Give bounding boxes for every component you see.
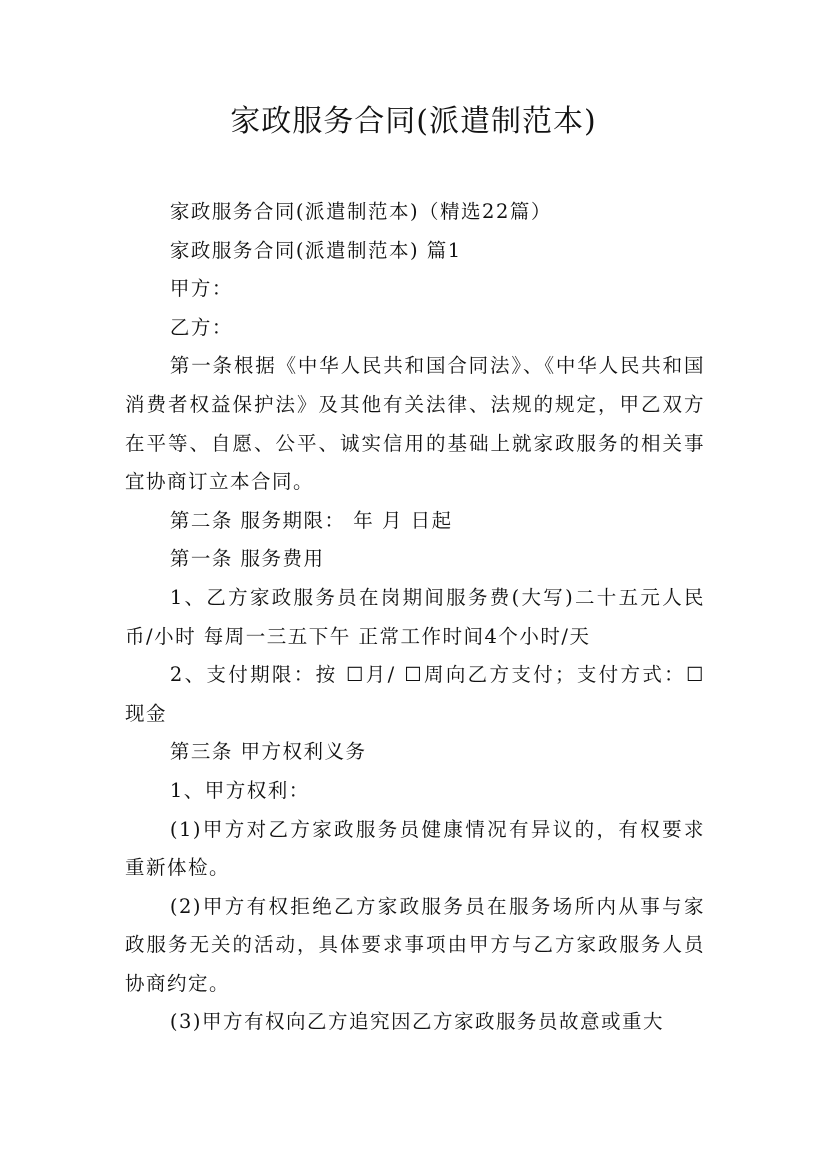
paragraph-right-1: (1)甲方对乙方家政服务员健康情况有异议的，有权要求重新体检。 (125, 817, 705, 880)
paragraph-chapter-heading: 家政服务合同(派遣制范本) 篇1 (169, 238, 462, 262)
paragraph-service-fee-heading: 第一条 服务费用 (169, 547, 325, 571)
paragraph-party-a-rights: 1、甲方权利： (169, 778, 310, 802)
paragraph-party-b: 乙方： (169, 315, 233, 339)
paragraph-fee-item-2: 2、支付期限：按 ☐月/ ☐周向乙方支付；支付方式：☐现金 (125, 663, 705, 725)
paragraph-right-2: (2)甲方有权拒绝乙方家政服务员在服务场所内从事与家政服务无关的活动，具体要求事项由甲方与乙方家政服务人员协商约定。 (125, 894, 705, 995)
paragraph-collection-title: 家政服务合同(派遣制范本)（精选22篇） (169, 200, 552, 223)
document-body (125, 193, 705, 1042)
paragraph-fee-item-1: 1、乙方家政服务员在岗期间服务费(大写)二十五元人民币/小时 每周一三五下午 正常工作时间4个小时/天 (125, 585, 705, 648)
paragraph-right-3: (3)甲方有权向乙方追究因乙方家政服务员故意或重大 (169, 1010, 664, 1034)
paragraph-party-a: 甲方： (169, 277, 233, 301)
paragraph-article-1: 第一条根据《中华人民共和国合同法》、《中华人民共和国消费者权益保护法》及其他有关法律、法规的规定，甲乙双方在平等、自愿、公平、诚实信用的基础上就家政服务的相关事宜协商订立本合同。 (125, 354, 705, 494)
paragraph-article-2: 第二条 服务期限： 年 月 日起 (169, 508, 453, 532)
paragraph-article-3: 第三条 甲方权利义务 (169, 740, 367, 764)
document-title: 家政服务合同(派遣制范本) (230, 104, 597, 139)
